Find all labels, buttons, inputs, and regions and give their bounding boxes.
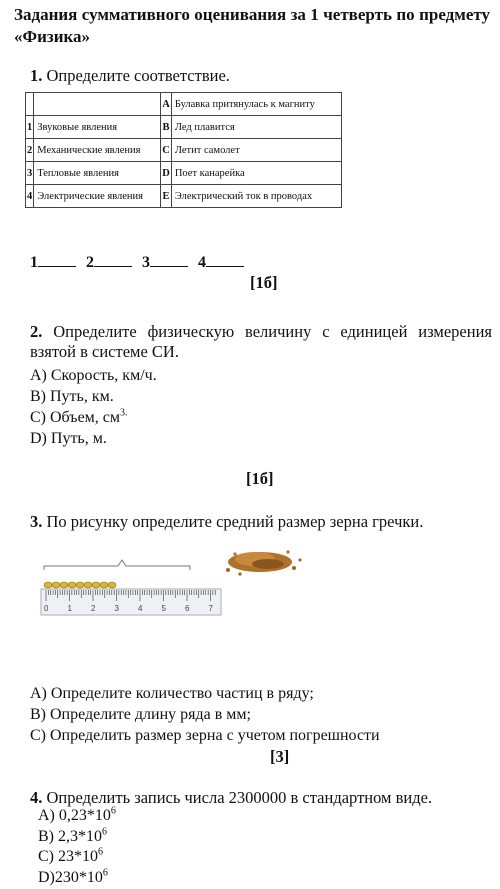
question-1-points: [1б] (250, 273, 278, 292)
option-b-base: B) 2,3*10 (38, 827, 102, 845)
question-3-options (30, 683, 380, 746)
answer-blanks (30, 252, 250, 272)
question-4-option-d[interactable] (38, 868, 116, 889)
answer-blank-4[interactable] (206, 252, 244, 267)
question-4-number: 4. (30, 788, 43, 807)
ruler-label: 0 (44, 604, 49, 613)
ruler-label: 2 (91, 604, 96, 613)
ruler-label: 6 (185, 604, 190, 613)
matching-table (25, 92, 342, 208)
question-1 (30, 66, 230, 86)
question-4-option-b[interactable] (38, 827, 116, 848)
answer-blank-2[interactable] (94, 252, 132, 267)
phenomenon-type (34, 93, 161, 116)
question-3-points: [3] (270, 747, 290, 766)
option-a-exponent: 6 (110, 805, 116, 817)
buckwheat-pile-image (210, 540, 310, 580)
phenomenon-example: Летит самолет (171, 139, 341, 162)
matching-table-row (26, 93, 342, 116)
phenomenon-type: Электрические явления (34, 185, 161, 208)
answer-label-4: 4 (198, 254, 206, 271)
row-number: 2 (26, 139, 34, 162)
row-letter: D (161, 162, 172, 185)
question-2-option-a[interactable]: A) Скорость, км/ч. (30, 367, 157, 384)
question-3-option-a[interactable]: A) Определите количество частиц в ряду; (30, 685, 314, 702)
question-3 (30, 512, 423, 532)
row-letter: C (161, 139, 172, 162)
question-2-option-d[interactable]: D) Путь, м. (30, 430, 107, 447)
option-d-exponent: 6 (102, 867, 108, 879)
phenomenon-example: Лед плавится (171, 116, 341, 139)
row-number: 3 (26, 162, 34, 185)
question-4-options (38, 806, 116, 888)
option-b-exponent: 6 (102, 826, 107, 838)
question-3-text: По рисунку определите средний размер зерна гречки. (46, 512, 424, 531)
question-1-number: 1. (30, 66, 43, 85)
question-2-text: Определите физическую величину с единицей измерения взятой в системе СИ. (30, 322, 492, 361)
question-4-option-a[interactable] (38, 806, 116, 827)
question-2-number: 2. (30, 322, 43, 341)
question-3-number: 3. (30, 512, 43, 531)
phenomenon-example: Электрический ток в проводах (171, 185, 341, 208)
row-letter: B (161, 116, 172, 139)
question-4 (30, 788, 432, 808)
question-2-option-b[interactable]: B) Путь, км. (30, 388, 114, 405)
answer-blank-1[interactable] (38, 252, 76, 267)
question-3-option-c[interactable]: C) Определить размер зерна с учетом погрешности (30, 727, 380, 744)
phenomenon-type: Тепловые явления (34, 162, 161, 185)
question-4-text: Определить запись числа 2300000 в стандартном виде. (46, 788, 433, 807)
option-a-base: A) 0,23*10 (38, 807, 111, 824)
ruler-label: 3 (114, 604, 119, 613)
question-1-text: Определите соответствие. (46, 66, 230, 85)
ruler-label: 4 (138, 604, 143, 613)
row-number (26, 93, 34, 116)
question-4-option-c[interactable] (38, 847, 116, 868)
question-2-options (30, 365, 157, 449)
phenomenon-example: Булавка притянулась к магниту (171, 93, 341, 116)
phenomenon-type: Звуковые явления (34, 116, 161, 139)
matching-table-row (26, 185, 342, 208)
option-c-exponent: 6 (98, 846, 103, 858)
ruler-label: 5 (161, 604, 166, 613)
question-2-points: [1б] (246, 469, 274, 488)
answer-label-3: 3 (142, 254, 150, 271)
row-number: 4 (26, 185, 34, 208)
answer-label-1: 1 (30, 254, 38, 271)
question-2 (30, 322, 492, 362)
matching-table-row (26, 139, 342, 162)
option-c-base: C) 23*10 (38, 848, 98, 865)
matching-table-row (26, 116, 342, 139)
ruler-with-grains-image (40, 556, 225, 616)
matching-table-row (26, 162, 342, 185)
row-number: 1 (26, 116, 34, 139)
question-3-option-b[interactable]: B) Определите длину ряда в мм; (30, 706, 251, 723)
option-c-superscript: 3. (120, 407, 128, 419)
option-d-base: D)230*10 (38, 868, 103, 886)
answer-label-2: 2 (86, 254, 94, 271)
row-letter: E (161, 185, 172, 208)
question-2-option-c[interactable] (30, 407, 157, 428)
ruler-label: 7 (208, 604, 213, 613)
phenomenon-type: Механические явления (34, 139, 161, 162)
answer-blank-3[interactable] (150, 252, 188, 267)
option-c-text: C) Объем, см (30, 409, 121, 426)
ruler-label: 1 (67, 604, 72, 613)
row-letter: A (161, 93, 172, 116)
document-title: Задания суммативного оценивания за 1 четверть по предмету «Физика» (14, 5, 490, 46)
phenomenon-example: Поет канарейка (171, 162, 341, 185)
